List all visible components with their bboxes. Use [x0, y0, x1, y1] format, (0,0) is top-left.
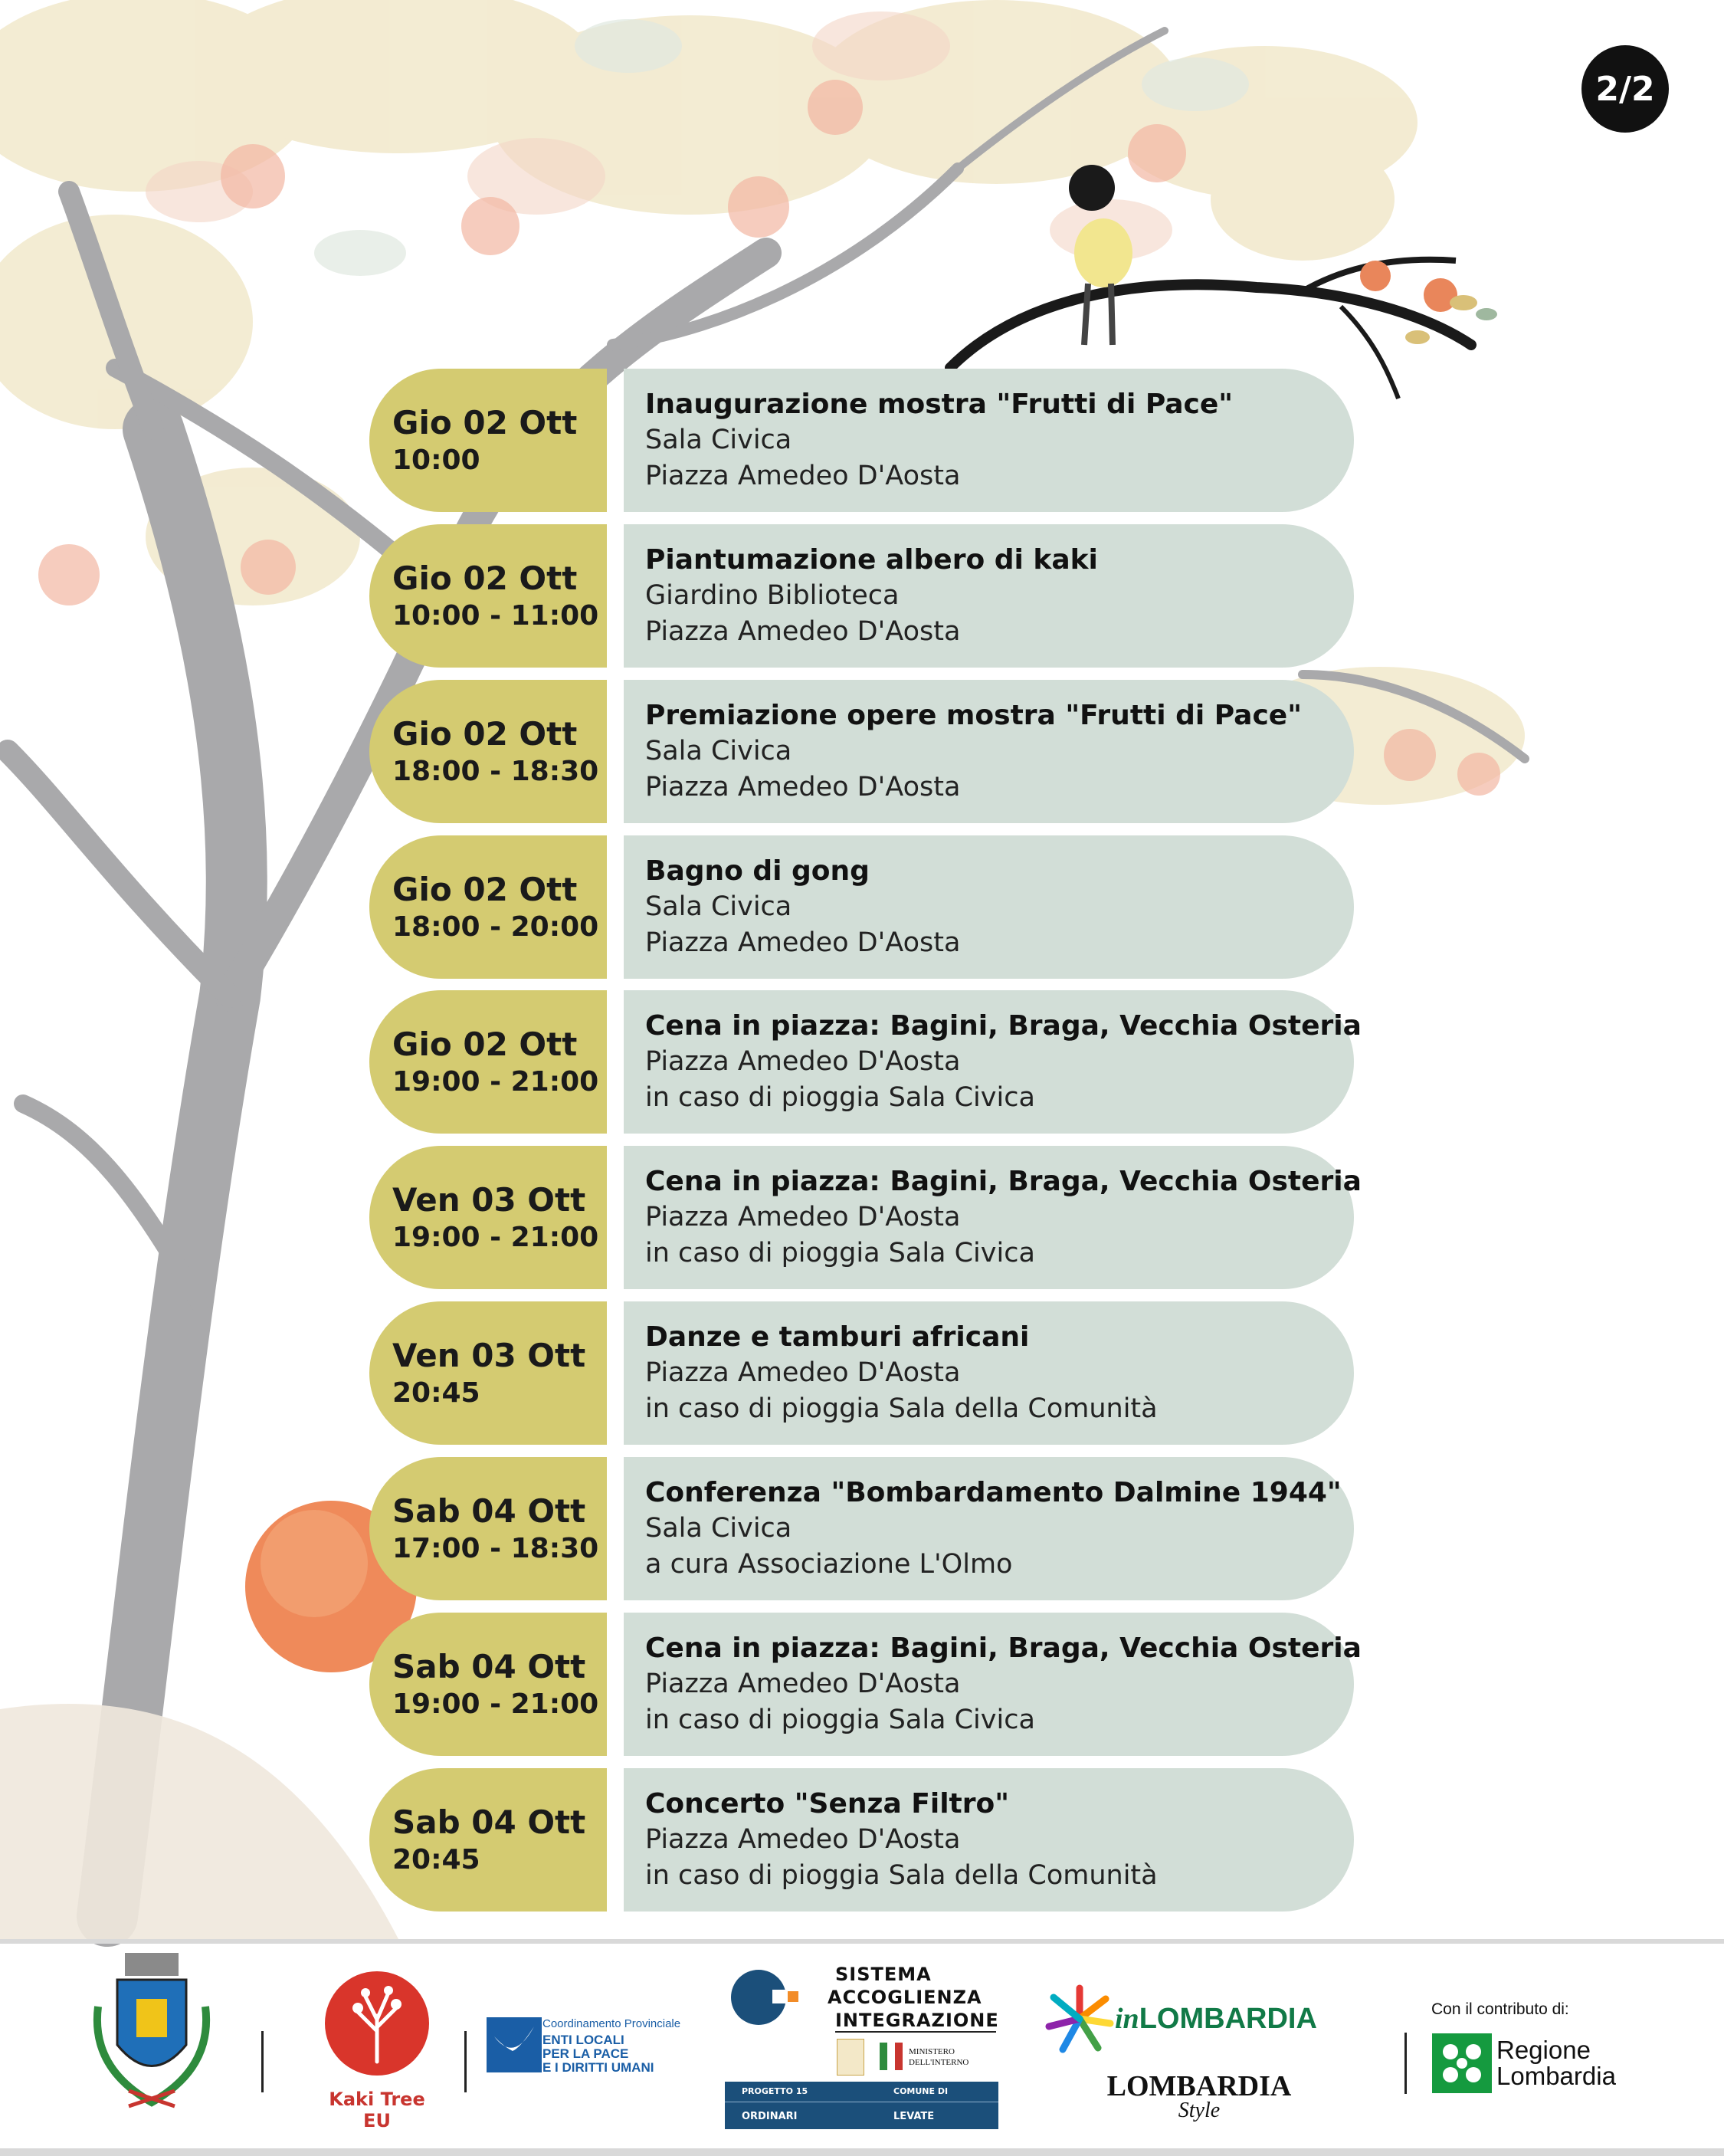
event-row [369, 990, 1362, 1134]
event-detail: in caso di pioggia Sala Civica [645, 1238, 1035, 1268]
event-detail: in caso di pioggia Sala Civica [645, 1082, 1035, 1113]
logo-separator [261, 2031, 264, 2092]
event-location: Sala Civica [645, 425, 792, 455]
event-location: Giardino Biblioteca [645, 580, 900, 611]
event-time: 19:00 - 21:00 [392, 1221, 599, 1253]
info-pill [624, 369, 1354, 512]
sai-rule [835, 2031, 996, 2033]
event-location: Piazza Amedeo D'Aosta [645, 1357, 961, 1388]
event-title: Conferenza "Bombardamento Dalmine 1944" [645, 1477, 1342, 1508]
sai-progetto: PROGETTO 15 [742, 2086, 808, 2096]
coordinamento-line3: PER LA PACE [542, 2046, 629, 2061]
contributo-label: Con il contributo di: [1431, 2000, 1569, 2018]
sai-logo-icon [729, 1968, 798, 2030]
info-pill [624, 1457, 1354, 1600]
event-time: 10:00 - 11:00 [392, 599, 599, 632]
logo-separator [464, 2031, 467, 2092]
lombardia-style-sub: Style [1178, 2099, 1221, 2122]
event-row [369, 1768, 1354, 1912]
event-title: Piantumazione albero di kaki [645, 544, 1098, 576]
event-date: Ven 03 Ott [392, 1336, 586, 1374]
event-detail: Piazza Amedeo D'Aosta [645, 616, 961, 647]
event-row [369, 369, 1354, 512]
event-title: Bagno di gong [645, 855, 870, 887]
footer-bottom-bar [0, 2148, 1724, 2156]
event-time: 20:45 [392, 1843, 480, 1875]
info-pill [624, 1301, 1354, 1445]
coordinamento-dove-icon [487, 2017, 542, 2072]
info-pill [624, 680, 1354, 823]
logo-separator [1404, 2033, 1407, 2094]
event-row [369, 1613, 1362, 1756]
info-pill [624, 524, 1354, 668]
event-title: Cena in piazza: Bagini, Braga, Vecchia Osteria [645, 1633, 1362, 1664]
date-pill [369, 1457, 607, 1600]
event-row [369, 524, 1354, 668]
inlombardia-word: LOMBARDIA [1139, 2003, 1317, 2035]
event-title: Danze e tamburi africani [645, 1321, 1030, 1353]
event-title: Concerto "Senza Filtro" [645, 1788, 1009, 1820]
event-date: Ven 03 Ott [392, 1180, 586, 1219]
event-title: Inaugurazione mostra "Frutti di Pace" [645, 389, 1234, 420]
event-detail: in caso di pioggia Sala della Comunità [645, 1393, 1158, 1424]
event-time: 18:00 - 20:00 [392, 911, 599, 943]
event-location: Piazza Amedeo D'Aosta [645, 1824, 961, 1855]
event-location: Sala Civica [645, 736, 792, 766]
regione-lombardia-rose-icon [1432, 2033, 1492, 2093]
sai-ordinari: ORDINARI [742, 2111, 798, 2122]
event-row [369, 1457, 1354, 1600]
inlombardia-logo [1115, 2002, 1317, 2036]
event-row [369, 680, 1354, 823]
date-pill [369, 990, 607, 1134]
info-pill [624, 1768, 1354, 1912]
info-pill [624, 990, 1362, 1134]
regione-line1: Regione [1496, 2036, 1591, 2064]
date-pill [369, 680, 607, 823]
page-indicator-badge: 2/2 [1581, 45, 1669, 133]
event-title: Premiazione opere mostra "Frutti di Pace" [645, 700, 1302, 731]
event-time: 20:45 [392, 1377, 480, 1409]
event-date: Sab 04 Ott [392, 1803, 586, 1841]
info-pill [624, 1613, 1362, 1756]
lombardia-style-logo: LOMBARDIA [1106, 2070, 1292, 2102]
event-detail: Piazza Amedeo D'Aosta [645, 927, 961, 958]
info-pill [624, 835, 1354, 979]
event-location: Piazza Amedeo D'Aosta [645, 1046, 961, 1077]
anci-logo-icon [837, 2039, 864, 2076]
event-date: Gio 02 Ott [392, 870, 578, 908]
event-date: Sab 04 Ott [392, 1491, 586, 1530]
event-title: Cena in piazza: Bagini, Braga, Vecchia Osteria [645, 1010, 1362, 1042]
date-pill [369, 1301, 607, 1445]
event-title: Cena in piazza: Bagini, Braga, Vecchia Osteria [645, 1166, 1362, 1197]
sai-line2: ACCOGLIENZA [828, 1987, 982, 2008]
event-date: Gio 02 Ott [392, 559, 578, 597]
info-pill [624, 1146, 1362, 1289]
regione-line2: Lombardia [1496, 2062, 1616, 2090]
event-time: 18:00 - 18:30 [392, 755, 599, 787]
event-time: 10:00 [392, 444, 480, 476]
ministero-label: MINISTERO DELL'INTERNO [909, 2047, 969, 2067]
kaki-tree-logo [323, 1970, 431, 2077]
event-detail: Piazza Amedeo D'Aosta [645, 461, 961, 491]
event-date: Gio 02 Ott [392, 403, 578, 441]
event-location: Sala Civica [645, 891, 792, 922]
event-detail: Piazza Amedeo D'Aosta [645, 772, 961, 802]
event-time: 19:00 - 21:00 [392, 1688, 599, 1720]
italy-flag-icon [880, 2043, 903, 2070]
municipal-coat-of-arms-logo [83, 1953, 221, 2122]
event-date: Gio 02 Ott [392, 1025, 578, 1063]
sai-line1: SISTEMA [835, 1964, 932, 1985]
footer-divider [0, 1939, 1724, 1944]
coordinamento-line2: ENTI LOCALI [542, 2033, 624, 2047]
date-pill [369, 835, 607, 979]
event-time: 17:00 - 18:30 [392, 1532, 599, 1564]
event-location: Sala Civica [645, 1513, 792, 1544]
event-row [369, 835, 1354, 979]
sai-line3: INTEGRAZIONE [835, 2010, 999, 2031]
event-row [369, 1146, 1362, 1289]
event-detail: in caso di pioggia Sala Civica [645, 1705, 1035, 1735]
event-location: Piazza Amedeo D'Aosta [645, 1202, 961, 1232]
event-date: Sab 04 Ott [392, 1647, 586, 1685]
inlombardia-star-icon [1044, 1984, 1115, 2054]
sai-levate: LEVATE [893, 2111, 935, 2122]
event-location: Piazza Amedeo D'Aosta [645, 1669, 961, 1699]
sai-banner [725, 2082, 998, 2129]
date-pill [369, 369, 607, 512]
event-detail: a cura Associazione L'Olmo [645, 1549, 1013, 1580]
coordinamento-line4: E I DIRITTI UMANI [542, 2060, 654, 2075]
event-row [369, 1301, 1354, 1445]
coordinamento-line1: Coordinamento Provinciale [542, 2017, 681, 2030]
inlombardia-prefix: in [1115, 2003, 1139, 2035]
date-pill [369, 1613, 607, 1756]
event-date: Gio 02 Ott [392, 714, 578, 753]
date-pill [369, 1146, 607, 1289]
event-time: 19:00 - 21:00 [392, 1065, 599, 1098]
date-pill [369, 524, 607, 668]
event-detail: in caso di pioggia Sala della Comunità [645, 1860, 1158, 1891]
date-pill [369, 1768, 607, 1912]
sai-comune: COMUNE DI [893, 2086, 949, 2096]
kaki-tree-label: Kaki Tree EU [329, 2089, 425, 2131]
